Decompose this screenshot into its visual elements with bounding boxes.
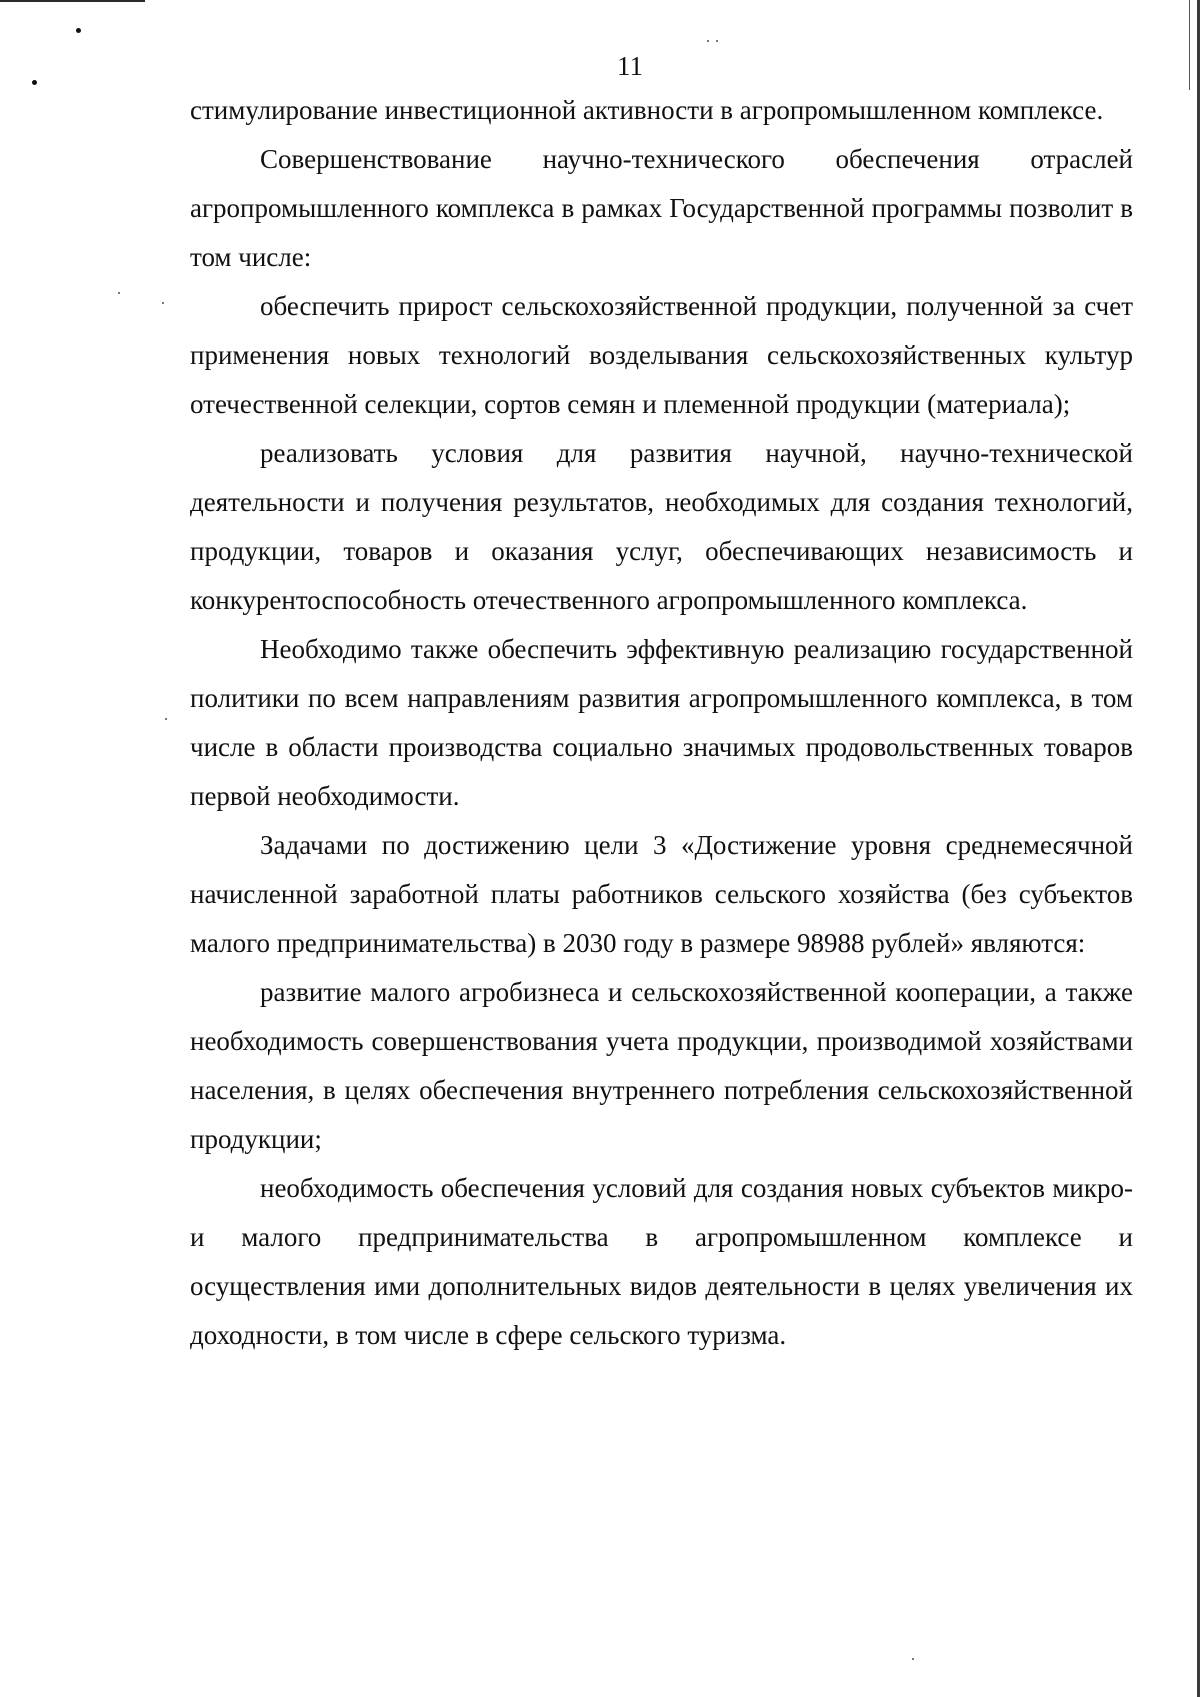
scan-speck	[165, 718, 167, 720]
scan-speck	[912, 1658, 914, 1660]
scan-speck	[716, 40, 718, 42]
scan-dot	[32, 80, 37, 85]
scan-speck	[162, 302, 164, 304]
paragraph: Совершенствование научно-технического обеспечения отраслей агропромышленного комплекса в рамках Государственной программы позволит в том числе:	[190, 144, 1133, 272]
paragraph: стимулирование инвестиционной активности в агропромышленном комплексе.	[190, 95, 1104, 125]
scan-speck	[707, 40, 709, 42]
document-body	[190, 86, 1133, 1360]
paragraph: необходимость обеспечения условий для создания новых субъектов микро- и малого предпринимательства в агропромышленном комплексе и осуществления ими дополнительных видов деятельности в целях увеличения их доходности, в том числе в сфере сельского туризма.	[190, 1173, 1133, 1350]
page-number: 11	[617, 51, 643, 81]
scan-edge-right-inner	[1189, 0, 1190, 90]
paragraph: реализовать условия для развития научной, научно-технической деятельности и получения результатов, необходимых для создания технологий, продукции, товаров и оказания услуг, обеспечивающих независимость и конкурентоспособность отечественного агропромышленного комплекса.	[190, 438, 1133, 615]
paragraph: Задачами по достижению цели 3 «Достижение уровня среднемесячной начисленной заработной платы работников сельского хозяйства (без субъектов малого предпринимательства) в 2030 году в размере 98988 рублей» являются:	[190, 830, 1133, 958]
paragraph: обеспечить прирост сельскохозяйственной продукции, полученной за счет применения новых технологий возделывания сельскохозяйственных культур отечественной селекции, сортов семян и племенной продукции (материала);	[190, 291, 1133, 419]
scan-edge-top	[0, 0, 145, 2]
paragraph: развитие малого агробизнеса и сельскохозяйственной кооперации, а также необходимость совершенствования учета продукции, производимой хозяйствами населения, в целях обеспечения внутреннего потребления сельскохозяйственной продукции;	[190, 977, 1133, 1154]
paragraph: Необходимо также обеспечить эффективную реализацию государственной политики по всем направлениям развития агропромышленного комплекса, в том числе в области производства социально значимых продовольственных товаров первой необходимости.	[190, 634, 1133, 811]
scan-speck	[118, 292, 120, 294]
scan-dot	[76, 28, 81, 33]
